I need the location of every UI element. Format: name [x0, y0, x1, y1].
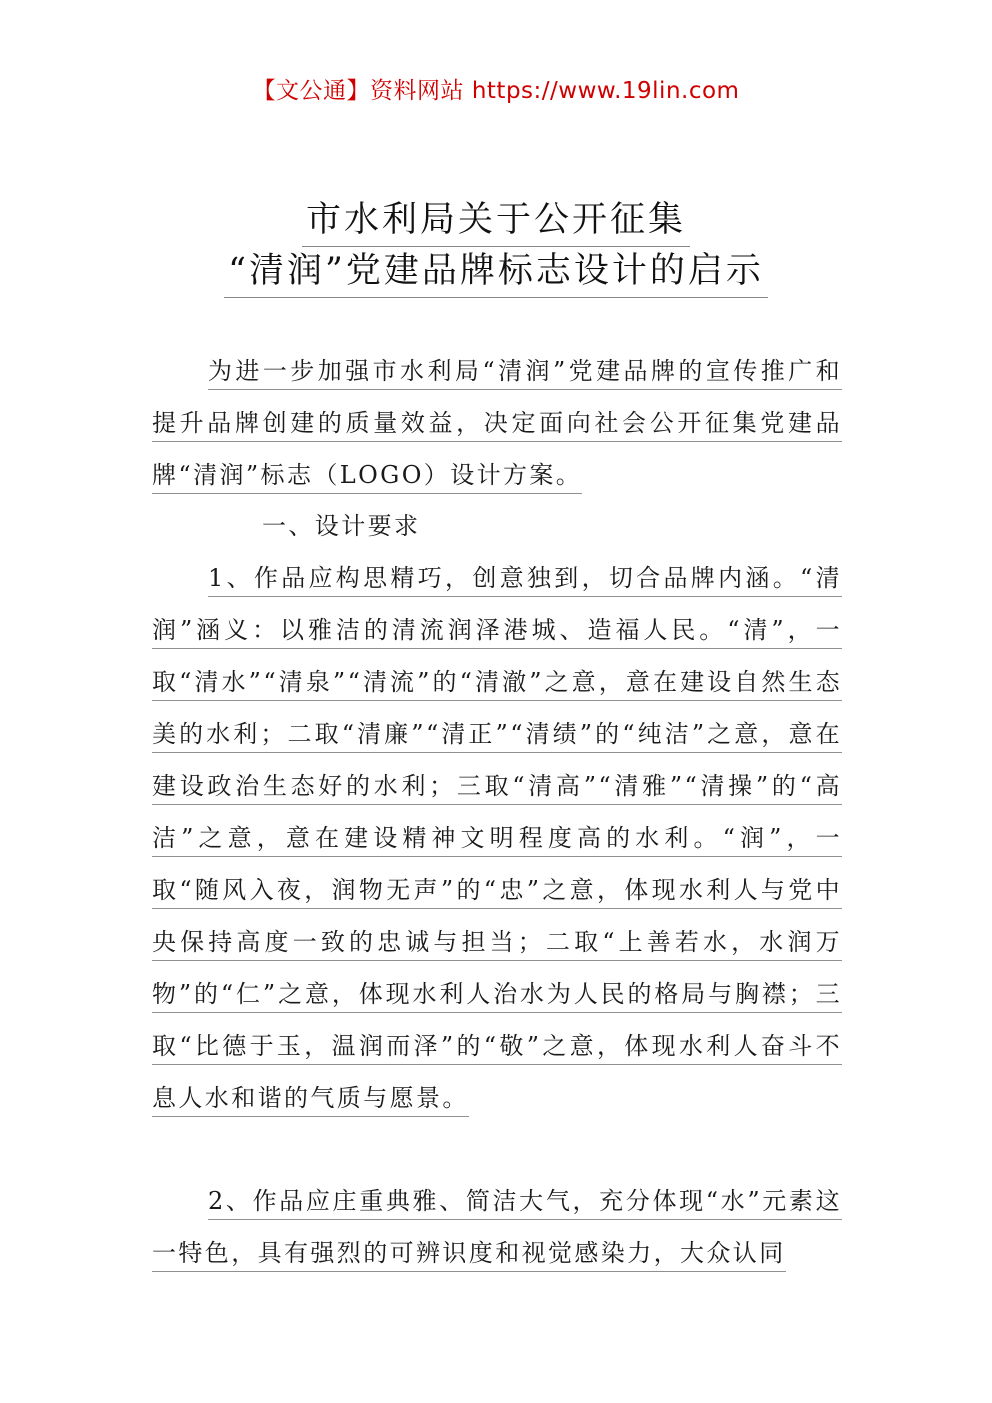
section-heading-design-requirements — [152, 500, 842, 552]
title-line-1-text: 市水利局关于公开征集 — [302, 192, 690, 247]
source-watermark: 【文公通】资料网站 https://www.19lin.com — [252, 78, 740, 104]
requirement-item-2-text: 2、作品应庄重典雅、简洁大气，充分体现“水”元素这一特色，具有强烈的可辨识度和视觉感染力，大众认同 — [152, 1187, 842, 1272]
document-title-line-2 — [150, 243, 842, 298]
title-line-2-text: “清润”党建品牌标志设计的启示 — [224, 243, 768, 298]
section-heading-text: 一、设计要求 — [262, 512, 421, 540]
requirement-item-1-text: 1、作品应构思精巧，创意独到，切合品牌内涵。“清润”涵义：以雅洁的清流润泽港城、造福人民。“清”，一取“清水”“清泉”“清流”的“清澈”之意，意在建设自然生态美的水利；二取“清廉”“清正”“清绩”的“纯洁”之意，意在建设政治生态好的水利；三取“清高”“清雅”“清操”的“高洁”之意，意在建设精神文明程度高的水利。“润”，一取“随风入夜，润物无声”的“忠”之意，体现水利人与党中央保持高度一致的忠诚与担当；二取“上善若水，水润万物”的“仁”之意，体现水利人治水为人民的格局与胸襟；三取“比德于玉，温润而泽”的“敬”之意，体现水利人奋斗不息人水和谐的气质与愿景。 — [152, 564, 842, 1117]
requirement-item-1 — [152, 552, 842, 1124]
intro-paragraph — [152, 345, 842, 501]
requirement-item-2 — [152, 1175, 842, 1279]
intro-paragraph-text: 为进一步加强市水利局“清润”党建品牌的宣传推广和提升品牌创建的质量效益，决定面向社会公开征集党建品牌“清润”标志（LOGO）设计方案。 — [152, 357, 842, 494]
document-title-line-1 — [150, 192, 842, 247]
